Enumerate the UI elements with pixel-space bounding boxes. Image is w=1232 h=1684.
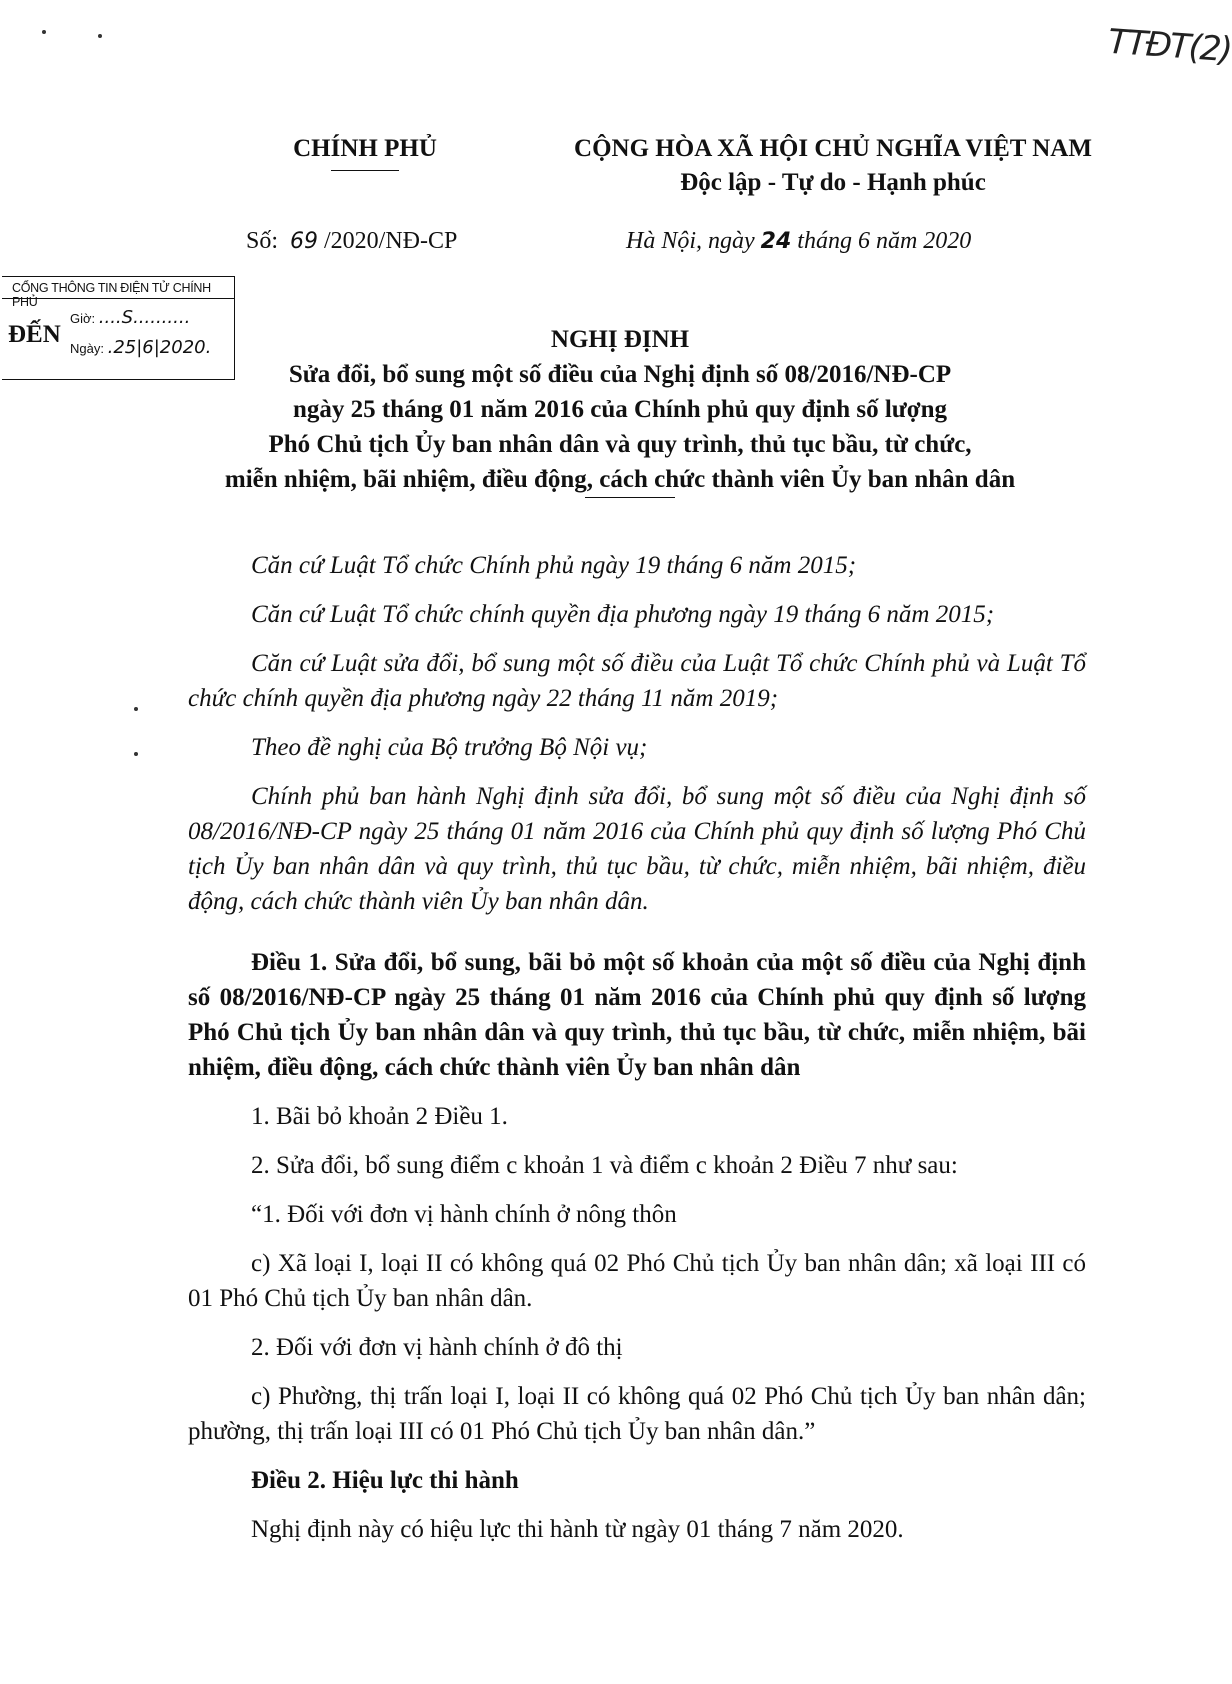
title-line: Phó Chủ tịch Ủy ban nhân dân và quy trình, thủ tục bầu, từ chức, [268,431,972,458]
header-country-block [548,132,1118,200]
stamp-time-label: Giờ: [70,311,96,326]
scan-speck [42,30,46,34]
article-1-paragraph: c) Xã loại I, loại II có không quá 02 Phó Chủ tịch Ủy ban nhân dân; xã loại III có 01 Phó Chủ tịch Ủy ban nhân dân. [188,1250,1086,1312]
preamble-paragraph: Theo đề nghị của Bộ trưởng Bộ Nội vụ; [251,734,648,761]
title-line: miễn nhiệm, bãi nhiệm, điều động, cách chức thành viên Ủy ban nhân dân [224,466,1016,493]
agency-name: CHÍNH PHỦ [293,135,437,162]
decree-type: NGHỊ ĐỊNH [550,326,690,353]
stamp-date-label: Ngày: [70,341,104,356]
article-1-paragraph: 1. Bãi bỏ khoản 2 Điều 1. [251,1103,508,1130]
agency-underline [331,170,399,171]
header-agency-block [250,132,480,171]
date-prefix: Hà Nội, ngày [626,228,755,254]
title-underline [585,497,675,498]
article-2-heading: Điều 2. Hiệu lực thi hành [251,1467,519,1494]
country-name: CỘNG HÒA XÃ HỘI CHỦ NGHĨA VIỆT NAM [574,135,1092,162]
preamble-paragraph: Chính phủ ban hành Nghị định sửa đổi, bổ sung một số điều của Nghị định số 08/2016/NĐ-CP ngày 25 tháng 01 năm 2016 của Chính phủ quy định số lượng Phó Chủ tịch Ủy ban nhân dân và quy trình, thủ tục bầu, từ chức, miễn nhiệm, bãi nhiệm, điều động, cách chức thành viên Ủy ban nhân dân. [188,783,1086,915]
number-label: Số: [246,228,279,254]
article-1-paragraph: “1. Đối với đơn vị hành chính ở nông thôn [251,1201,677,1228]
scan-speck [134,707,138,711]
article-2-paragraph: Nghị định này có hiệu lực thi hành từ ngày 01 tháng 7 năm 2020. [251,1516,904,1543]
article-1-paragraph: c) Phường, thị trấn loại I, loại II có không quá 02 Phó Chủ tịch Ủy ban nhân dân; phường, thị trấn loại III có 01 Phó Chủ tịch Ủy ban nhân dân.” [188,1383,1086,1445]
article-1-heading: Điều 1. Sửa đổi, bổ sung, bãi bỏ một số khoản của một số điều của Nghị định số 08/2016/NĐ-CP ngày 25 tháng 01 năm 2016 của Chính phủ quy định số lượng Phó Chủ tịch Ủy ban nhân dân và quy trình, thủ tục bầu, từ chức, miễn nhiệm, bãi nhiệm, điều động, cách chức thành viên Ủy ban nhân dân [188,949,1086,1081]
number-suffix: /2020/NĐ-CP [324,228,458,254]
document-body [188,548,1086,1547]
stamp-time-value: ....S.......... [98,307,191,328]
title-line: ngày 25 tháng 01 năm 2016 của Chính phủ quy định số lượng [292,396,948,423]
scan-speck [134,752,138,756]
stamp-den-label: ĐẾN [8,321,61,348]
number-handwritten: 69 [290,229,319,254]
decree-title [190,322,1050,497]
date-day-handwritten: 24 [760,229,792,254]
stamp-portal-name: CỔNG THÔNG TIN ĐIỆN TỬ CHÍNH PHỦ [2,277,234,299]
article-1-paragraph: 2. Sửa đổi, bổ sung điểm c khoản 1 và điểm c khoản 2 Điều 7 như sau: [251,1152,958,1179]
article-1-paragraph: 2. Đối với đơn vị hành chính ở đô thị [251,1334,623,1361]
title-line: Sửa đổi, bổ sung một số điều của Nghị định số 08/2016/NĐ-CP [288,361,952,388]
preamble-paragraph: Căn cứ Luật Tổ chức chính quyền địa phương ngày 19 tháng 6 năm 2015; [251,601,995,628]
document-date [626,228,971,255]
stamp-date-value: .25|6|2020. [107,337,212,358]
scan-speck [98,34,102,38]
stamp-time-row [70,307,190,328]
handwritten-corner-note: TTĐT(2) [1106,21,1232,71]
national-motto: Độc lập - Tự do - Hạnh phúc [680,169,986,196]
preamble-paragraph: Căn cứ Luật Tổ chức Chính phủ ngày 19 tháng 6 năm 2015; [251,552,857,579]
document-number [246,228,457,255]
date-suffix: tháng 6 năm 2020 [797,228,972,254]
preamble-paragraph: Căn cứ Luật sửa đổi, bổ sung một số điều của Luật Tổ chức Chính phủ và Luật Tổ chức chính quyền địa phương ngày 22 tháng 11 năm 2019; [188,650,1086,712]
